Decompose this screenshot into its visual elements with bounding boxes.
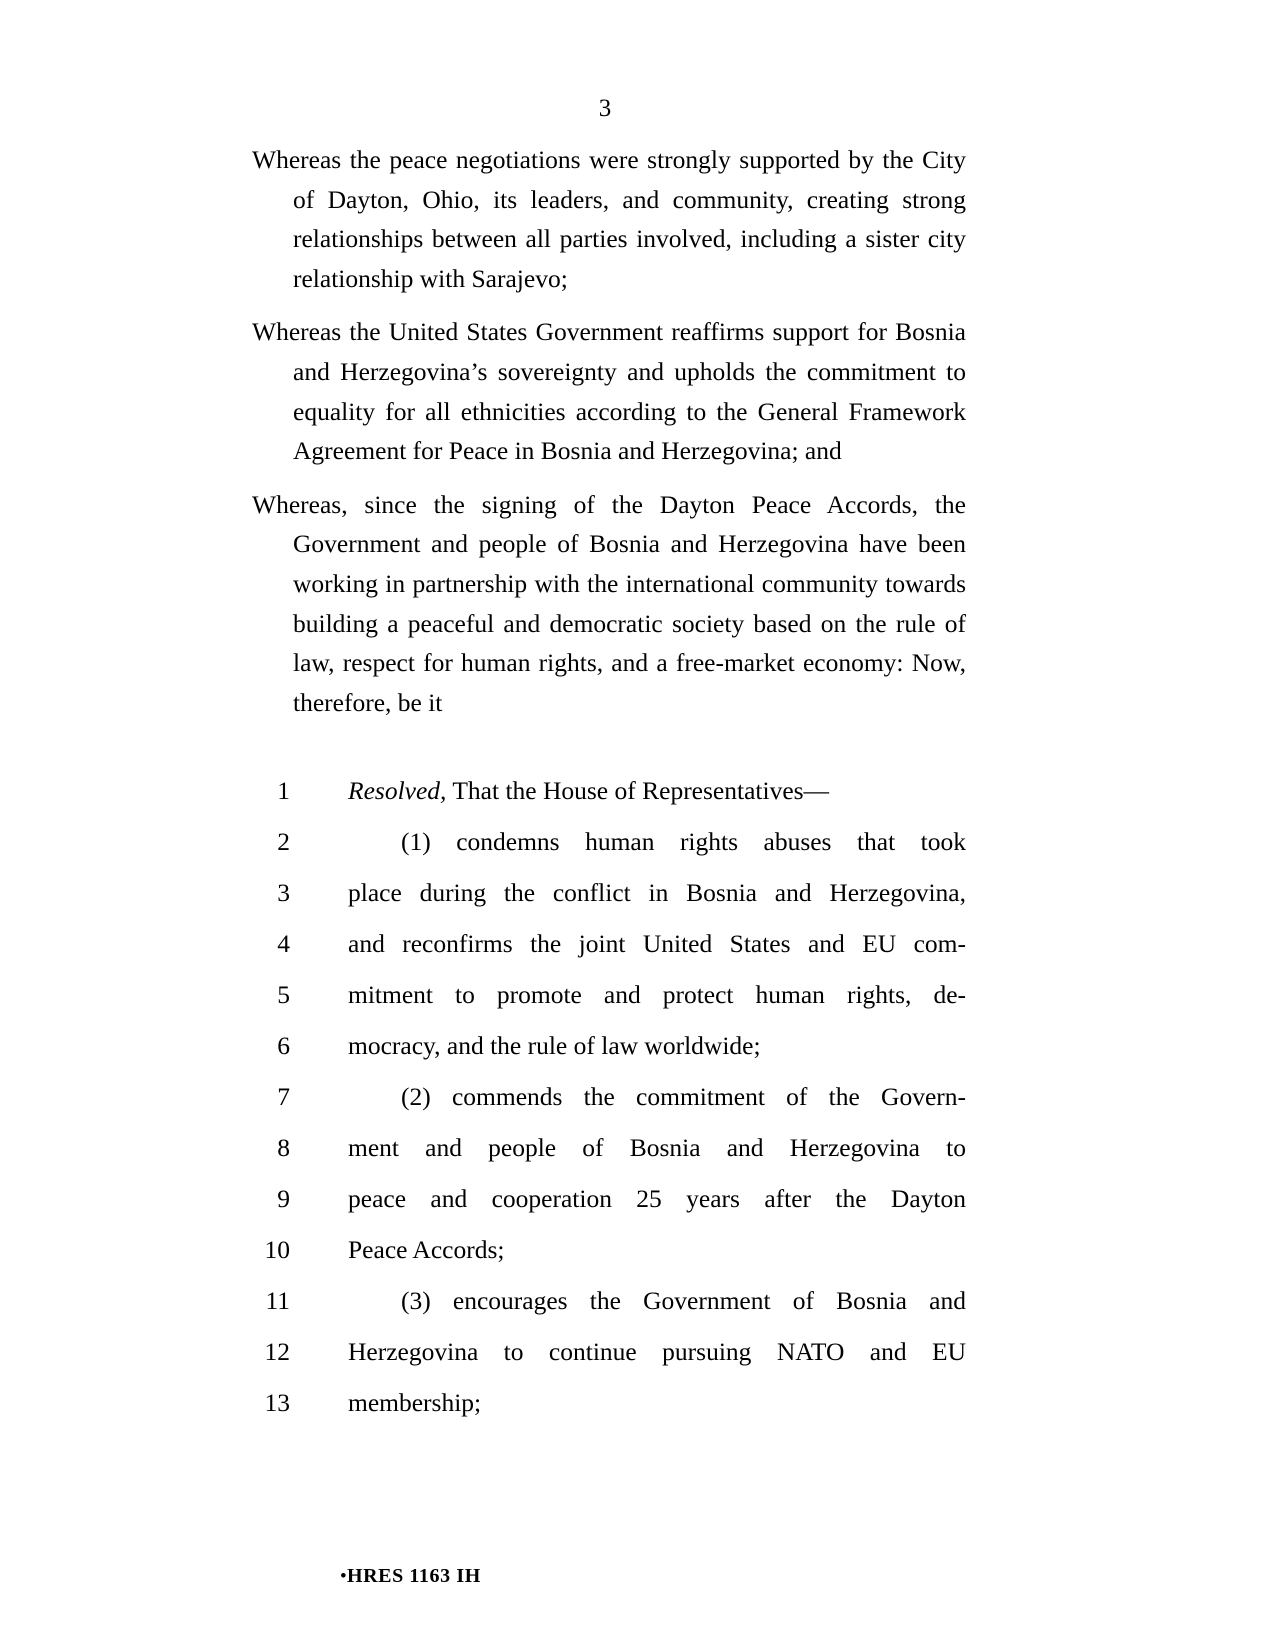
line-text — [348, 1231, 966, 1269]
line-text — [348, 1027, 966, 1065]
line-text-content: That the House of Representatives— — [446, 776, 830, 805]
body-line-row — [0, 1333, 1275, 1384]
line-text-content: membership; — [348, 1388, 482, 1417]
line-text-content: Peace Accords; — [348, 1235, 505, 1264]
line-text — [348, 772, 966, 810]
line-number: 10 — [264, 1235, 290, 1264]
line-number: 13 — [264, 1388, 290, 1417]
body-line-row — [0, 976, 1275, 1027]
whereas-clause: Whereas the peace negotiations were strongly supported by the City of Dayton, Ohio, its leaders, and community, creating strong relationships between all parties involved, including a sister city relationship with Sarajevo; — [252, 145, 966, 293]
line-text-content: ment and people of Bosnia and Herzegovina to — [348, 1133, 966, 1162]
bullet-icon: • — [340, 1566, 347, 1585]
line-text-content: place during the conflict in Bosnia and Herzegovina, — [348, 878, 966, 907]
body-line-row — [0, 1282, 1275, 1333]
line-number: 4 — [277, 929, 290, 958]
line-number: 9 — [277, 1184, 290, 1213]
line-number: 8 — [277, 1133, 290, 1162]
line-number: 6 — [277, 1031, 290, 1060]
line-text-content: peace and cooperation 25 years after the Dayton — [348, 1184, 966, 1213]
line-text-content: and reconfirms the joint United States and EU com- — [348, 929, 966, 958]
numbered-body-lines — [0, 772, 1275, 1435]
line-number: 3 — [277, 878, 290, 907]
footer-bill-id: HRES 1163 IH — [346, 1565, 481, 1587]
line-text-content: mitment to promote and protect human rights, de- — [348, 980, 966, 1009]
whereas-clause: Whereas the United States Government reaffirms support for Bosnia and Herzegovina’s sovereignty and upholds the commitment to equality for all ethnicities according to the General Framework Agreement for Peace in Bosnia and Herzegovina; and — [252, 317, 966, 466]
body-line-row — [0, 874, 1275, 925]
line-number: 12 — [264, 1337, 290, 1366]
body-line-row — [0, 1231, 1275, 1282]
line-text-content: (1) condemns human rights abuses that took — [401, 827, 966, 856]
whereas-clause: Whereas, since the signing of the Dayton Peace Accords, the Government and people of Bosnia and Herzegovina have been working in partnership with the international community towards building a peaceful and democratic society based on the rule of law, respect for human rights, and a free-market economy: Now, therefore, be it — [252, 489, 966, 717]
body-line-row — [0, 1129, 1275, 1180]
line-text — [348, 1384, 966, 1422]
body-line-row — [0, 925, 1275, 976]
body-line-row — [0, 1027, 1275, 1078]
line-text-content: Herzegovina to continue pursuing NATO and EU — [348, 1337, 966, 1366]
line-number: 2 — [277, 827, 290, 856]
whereas-clause-list — [252, 140, 966, 722]
line-number: 1 — [277, 776, 290, 805]
line-text-content: (2) commends the commitment of the Govern- — [401, 1082, 966, 1111]
line-text-content: (3) encourages the Government of Bosnia and — [401, 1286, 966, 1315]
line-number: 11 — [265, 1286, 290, 1315]
line-text-content: mocracy, and the rule of law worldwide; — [348, 1031, 761, 1060]
body-line-row — [0, 1384, 1275, 1435]
line-number: 7 — [277, 1082, 290, 1111]
line-number: 5 — [277, 980, 290, 1009]
document-footer — [318, 1546, 481, 1606]
body-line-row — [0, 772, 1275, 823]
body-line-row — [0, 823, 1275, 874]
body-line-row — [0, 1180, 1275, 1231]
body-line-row — [0, 1078, 1275, 1129]
resolved-keyword: Resolved, — [348, 776, 447, 805]
page-number: 3 — [598, 95, 612, 122]
